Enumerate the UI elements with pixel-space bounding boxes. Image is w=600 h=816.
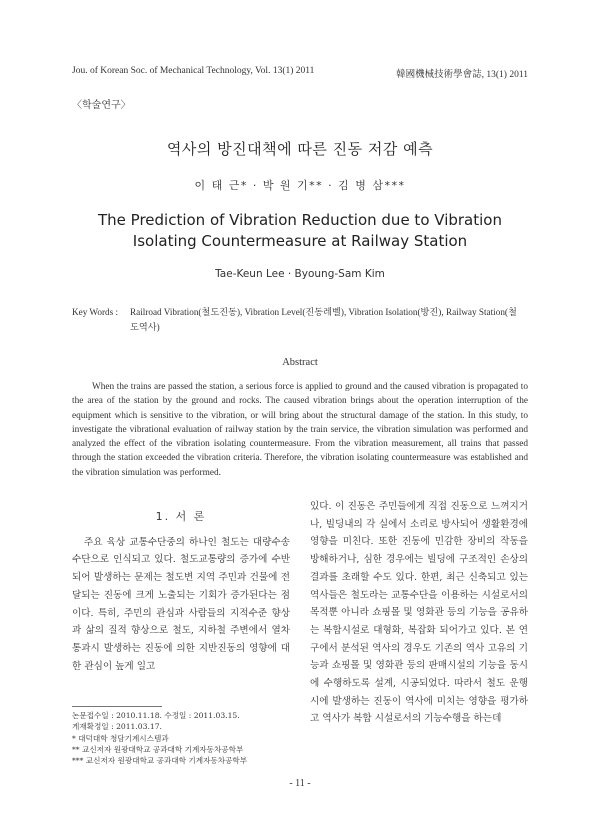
- body-column-right: [310, 498, 528, 728]
- intro-text-right-2: 따라서 철도 운행시에 발생하는 진동이 역사에 미치는 영향을 평가하고 역사가 복합 시설로서의 기능수행을 하는데: [310, 678, 528, 725]
- footnote-divider: [72, 706, 162, 707]
- footnote-author2: ** 교신저자 원광대학교 공과대학 기계자동차공학부: [72, 744, 244, 754]
- english-authors: Tae-Keun Lee · Byoung-Sam Kim: [215, 268, 385, 280]
- footnotes: [72, 710, 302, 766]
- korean-title: 역사의 방진대책에 따른 진동 저감 예측: [166, 140, 434, 158]
- footnote-author3: *** 교신저자 원광대학교 공과대학 기계자동차공학부: [72, 756, 248, 766]
- english-title-line2: Isolating Countermeasure at Railway Station: [132, 232, 468, 250]
- journal-header-right: 韓國機械技術學會誌, 13(1) 2011: [396, 70, 528, 80]
- english-title-line1: The Prediction of Vibration Reduction due to Vibration: [98, 211, 502, 229]
- abstract-heading: Abstract: [282, 357, 318, 368]
- intro-text-right-1: 있다. 이 진동은 주민들에게 직접 진동으로 느껴지거나, 빌딩내의 각 실에서 소리로 방사되어 생활환경에 영향을 미친다. 또한 진동에 민감한 장비의 작동을 방해하거나, 심한 경우에는 빌딩에 구조적인 손상의 결과를 초래할 수도 있다. 한편, 최근 신축되고 있는 역사들은 철도라는 교통수단을 이용하는 시설로서의 목적뿐 아니라 쇼핑몰 및 영화관 등의 기능을 공유하는 복합시설로 대형화, 복잡화 되어가고 있다. 본 연구에서 분석된 역사의 경우도 기존의 역사 고유의 기능과 쇼핑몰 및 영화관 등의 판매시설의 기능을 동시에 수행하도록 설계, 시공되었다.: [310, 501, 528, 690]
- korean-authors: 이 태 근* · 박 원 기** · 김 병 삼***: [194, 179, 406, 192]
- abstract-text: When the trains are passed the station, a serious force is applied to ground and the caused vibration is propagated to the area of the station by the ground and rocks. The caused vibration brings about the operation interruption of the equipment which is sensitive to the vibration, or will bring about the structural damage of the station. In this study, to investigate the vibrational evaluation of railway station by the train service, the vibration simulation was performed and analyzed the effect of the vibration isolating countermeasure. From the vibration measurement, all trains that passed through the station exceeded the vibration criteria. Therefore, the vibration isolating countermeasure was established and the vibration simulation was performed.: [72, 382, 528, 478]
- body-column-left: [72, 498, 290, 675]
- footnote-accepted: 게재확정일 : 2011.03.17.: [72, 722, 162, 732]
- intro-paragraph-left: 주요 육상 교통수단중의 하나인 철도는 대량수송 수단으로 인식되고 있다. 철도교통량의 증가에 수반되어 발생하는 문제는 철도변 지역 주민과 건물에 전달되는 진동에 크게 노출되는 기회가 증가된다는 점이다. 특히, 주민의 관심과 사람들의 지적수준 향상과 삶의 질적 향상으로 철도, 지하철 주변에서 열차 통과시 발생하는 진동에 의한 지반진동의 영향에 대한 관심이 높게 일고: [72, 536, 290, 672]
- english-title: [0, 210, 600, 252]
- intro-paragraph-right-1: [310, 498, 528, 728]
- keywords-block: [72, 305, 528, 335]
- section-heading-introduction: 1. 서 론: [155, 510, 207, 523]
- footnote-received: 논문접수일 : 2010.11.18. 수정일 : 2011.03.15.: [72, 711, 240, 720]
- article-type-label: 〈학술연구〉: [72, 100, 131, 111]
- page-number: - 11 -: [289, 778, 311, 789]
- journal-header-left: Jou. of Korean Soc. of Mechanical Technology, Vol. 13(1) 2011: [72, 66, 315, 76]
- keywords-text: Railroad Vibration(철도진동), Vibration Level(진동레벨), Vibration Isolation(방진), Railway Station(철도역사): [130, 307, 517, 332]
- keywords-label: Key Words :: [72, 307, 119, 317]
- footnote-author1: * 대덕대학 청담기계시스템과: [72, 733, 169, 743]
